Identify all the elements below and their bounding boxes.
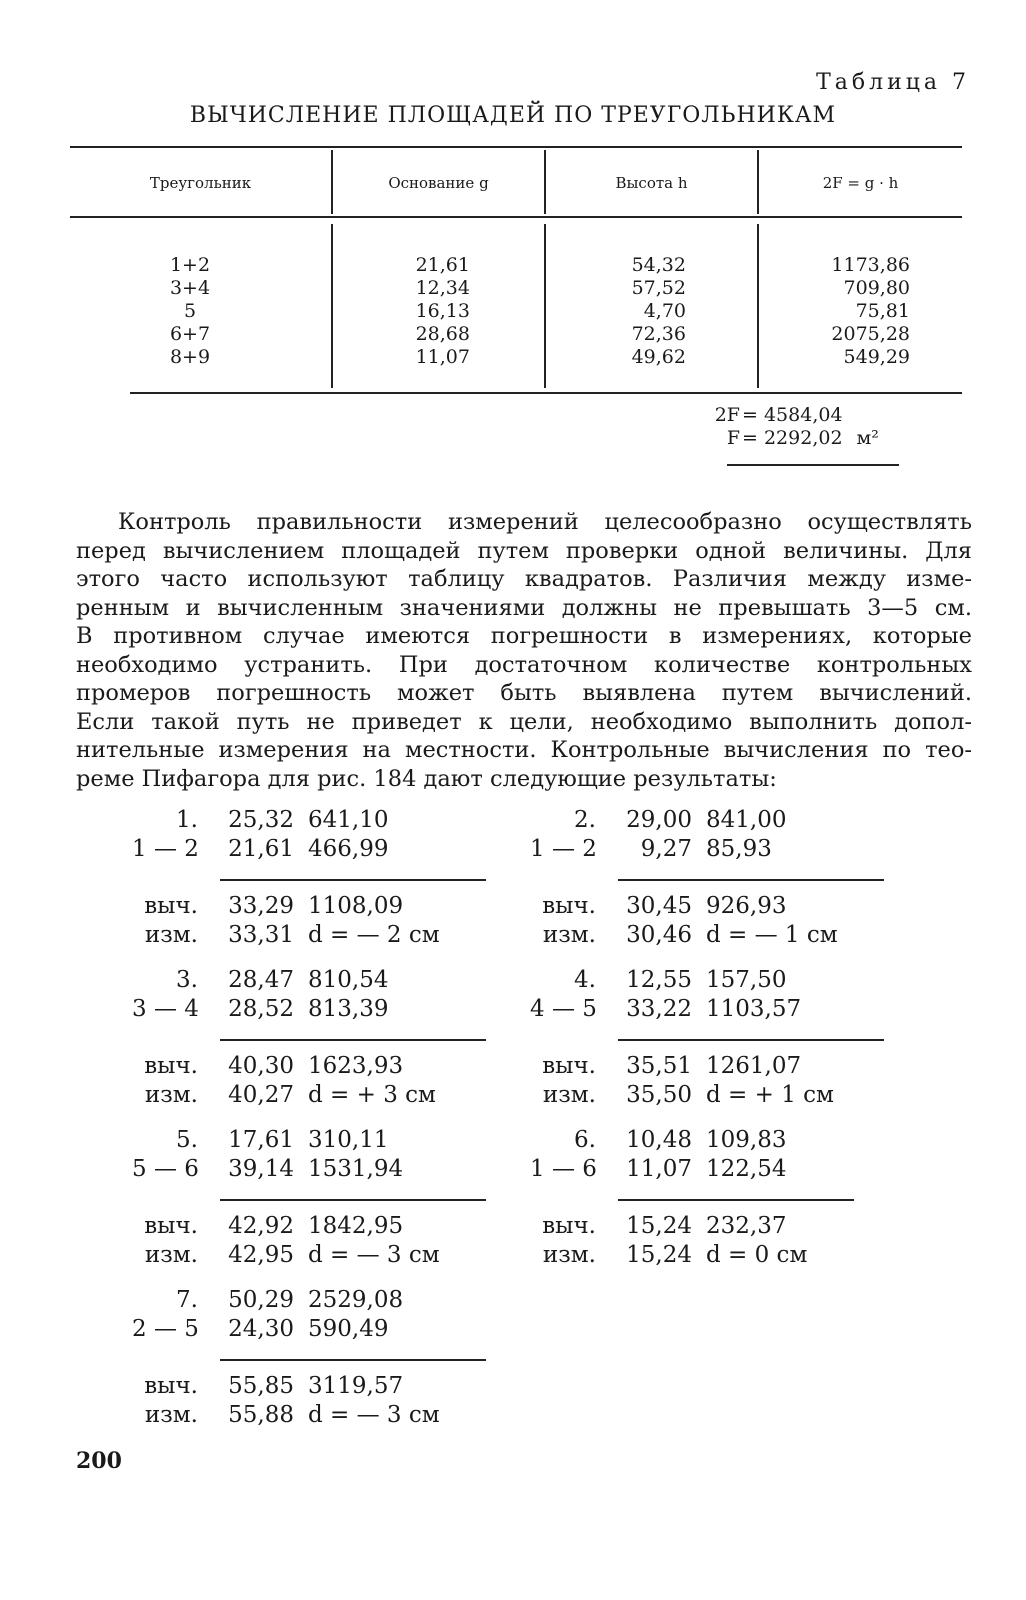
calc-label: выч. [542,1213,596,1239]
calc-rule [618,1039,884,1041]
calc-row [530,1126,910,1155]
calc-difference: d = — 1 см [706,922,838,948]
calc-row [530,1212,910,1241]
table-cell: 57,52 [631,277,686,299]
table-totals [640,404,879,450]
calc-label: изм. [542,1082,596,1108]
calc-row [132,921,492,950]
calc-row [132,1052,492,1081]
table-cell: 3+4 [169,277,211,299]
calc-square: 1623,93 [308,1053,404,1079]
calc-square: 157,50 [706,967,787,993]
calc-square: 1531,94 [308,1156,404,1182]
calc-row [530,806,910,835]
calc-block-3 [132,966,492,1110]
table-cell: 1173,86 [831,254,910,276]
calc-row [132,835,492,864]
paragraph-line: В противном случае имеются погрешности в измерениях, которые [76,623,972,649]
paragraph-line: нительные измерения на местности. Контрольные вычисления по тео- [76,737,972,763]
calc-value: 55,88 [228,1402,294,1428]
calc-label: 4. [574,967,596,993]
total-label: F [726,427,740,449]
calc-row [132,1212,492,1241]
column-divider [544,224,546,388]
totals-underline [727,464,899,466]
calc-label: 1 — 2 [530,836,597,862]
calc-square: 122,54 [706,1156,787,1182]
table-cell: 8+9 [169,346,211,368]
calc-label: 5 — 6 [132,1156,199,1182]
calc-value: 28,52 [228,996,294,1022]
calc-label: изм. [144,1242,198,1268]
calc-value: 42,92 [228,1213,294,1239]
calc-square: 466,99 [308,836,389,862]
calc-label: 7. [176,1287,198,1313]
calc-square: 1108,09 [308,893,404,919]
calc-value: 12,55 [626,967,692,993]
column-triangle [130,254,250,369]
calc-row [132,1372,492,1401]
calc-difference: d = — 2 см [308,922,440,948]
calc-label: выч. [144,1373,198,1399]
calc-value: 15,24 [626,1242,692,1268]
table-cell: 28,68 [415,323,470,345]
calc-label: изм. [144,922,198,948]
calc-row [132,1286,492,1315]
calc-value: 33,31 [228,922,294,948]
calc-rule [220,879,486,881]
table-cell: 21,61 [415,254,470,276]
calc-value: 35,51 [626,1053,692,1079]
calc-block-7 [132,1286,492,1430]
calc-value: 40,30 [228,1053,294,1079]
paragraph-line: промеров погрешность может быть выявлена путем вычислений. [76,680,972,706]
table-number: Таблица 7 [816,70,970,95]
calc-difference: d = — 3 см [308,1242,440,1268]
calc-row [132,1241,492,1270]
calc-row [132,892,492,921]
total-label: 2F [714,404,740,426]
table-cell: 709,80 [843,277,910,299]
calc-row [530,1052,910,1081]
calc-row [132,1315,492,1344]
calc-label: 1. [176,807,198,833]
table-cell: 11,07 [415,346,470,368]
calc-label: изм. [144,1082,198,1108]
paragraph-line: Если такой путь не приведет к цели, необходимо выполнить допол- [76,708,972,735]
calc-value: 24,30 [228,1316,294,1342]
total-double-area [640,404,879,427]
calc-square: 3119,57 [308,1373,404,1399]
table-cell: 549,29 [843,346,910,368]
table-cell: 2075,28 [831,323,910,345]
calc-square: 85,93 [706,836,772,862]
calc-difference: d = + 1 см [706,1082,834,1108]
calc-rule [220,1199,486,1201]
table-cell: 5 [183,300,197,322]
paragraph-line: ренным и вычисленным значениями должны не превышать 3—5 см. [76,594,972,621]
calc-value: 33,22 [626,996,692,1022]
calc-value: 28,47 [228,967,294,993]
calc-value: 11,07 [626,1156,692,1182]
calc-label: 5. [176,1127,198,1153]
table-cell: 54,32 [631,254,686,276]
header-height: Высота h [615,174,688,192]
calc-block-6 [530,1126,910,1270]
calc-rule [618,879,884,881]
calc-label: 6. [574,1127,596,1153]
calc-value: 21,61 [228,836,294,862]
calc-row [530,835,910,864]
calc-value: 33,29 [228,893,294,919]
calc-square: 310,11 [308,1127,389,1153]
paragraph-line: Контроль правильности измерений целесообразно осуществлять [118,509,972,535]
calc-block-2 [530,806,910,950]
column-double-area [790,254,910,369]
header-double-area: 2F = g · h [822,174,899,192]
calc-label: выч. [144,1053,198,1079]
calc-value: 9,27 [640,836,692,862]
calc-label: выч. [542,1053,596,1079]
calc-row [530,1155,910,1184]
calc-label: 3. [176,967,198,993]
calc-rule [220,1359,486,1361]
body-paragraph [76,508,972,793]
calc-row [132,966,492,995]
calc-row [132,1155,492,1184]
total-area [640,427,879,450]
table-cell: 75,81 [855,300,910,322]
calc-block-5 [132,1126,492,1270]
column-height [596,254,686,369]
calc-block-1 [132,806,492,950]
calc-label: выч. [542,893,596,919]
calc-square: 813,39 [308,996,389,1022]
calc-square: 926,93 [706,893,787,919]
calc-rule [618,1199,854,1201]
column-divider [757,224,759,388]
calc-row [530,1081,910,1110]
calc-block-4 [530,966,910,1110]
calc-label: 1 — 2 [132,836,199,862]
calc-square: 232,37 [706,1213,787,1239]
calc-row [530,966,910,995]
calc-square: 109,83 [706,1127,787,1153]
calc-row [132,1401,492,1430]
total-value: = 4584,04 [742,404,843,426]
paragraph-line: перед вычислением площадей путем проверки одной величины. Для [76,537,972,564]
table-cell: 4,70 [643,300,686,322]
calc-label: выч. [144,1213,198,1239]
calc-row [132,995,492,1024]
paragraph-line: реме Пифагора для рис. 184 дают следующие результаты: [76,765,777,792]
header-triangle: Треугольник [149,174,252,192]
calc-label: 4 — 5 [530,996,597,1022]
calc-label: 1 — 6 [530,1156,597,1182]
calc-square: 1842,95 [308,1213,404,1239]
calc-value: 30,45 [626,893,692,919]
total-unit: м² [856,427,879,449]
table-header-rule [70,216,962,218]
calc-square: 590,49 [308,1316,389,1342]
paragraph-line: необходимо устранить. При достаточном количестве контрольных [76,651,972,678]
table-title: ВЫЧИСЛЕНИЕ ПЛОЩАДЕЙ ПО ТРЕУГОЛЬНИКАМ [189,103,837,128]
calc-label: 2. [574,807,596,833]
calc-row [132,806,492,835]
table-top-rule [70,146,962,148]
calc-label: изм. [144,1402,198,1428]
paragraph-line: этого часто используют таблицу квадратов. Различия между изме- [76,566,972,592]
calc-value: 40,27 [228,1082,294,1108]
calc-value: 50,29 [228,1287,294,1313]
column-base [380,254,470,369]
table-cell: 12,34 [415,277,470,299]
calc-label: 3 — 4 [132,996,199,1022]
calc-value: 29,00 [626,807,692,833]
calc-value: 15,24 [626,1213,692,1239]
calc-row [530,995,910,1024]
table-cell: 6+7 [169,323,211,345]
calc-value: 25,32 [228,807,294,833]
table-cell: 72,36 [631,323,686,345]
calc-square: 841,00 [706,807,787,833]
calc-value: 55,85 [228,1373,294,1399]
table-cell: 1+2 [169,254,211,276]
header-base: Основание g [388,174,489,192]
calc-row [132,1081,492,1110]
calc-row [530,921,910,950]
calc-square: 641,10 [308,807,389,833]
calc-square: 1103,57 [706,996,802,1022]
calc-difference: d = 0 см [706,1242,808,1268]
calc-label: изм. [542,922,596,948]
calc-value: 42,95 [228,1242,294,1268]
page-number: 200 [76,1448,122,1474]
calc-row [132,1126,492,1155]
calc-label: 2 — 5 [132,1316,199,1342]
calc-value: 35,50 [626,1082,692,1108]
calc-row [530,892,910,921]
calc-label: выч. [144,893,198,919]
calc-label: изм. [542,1242,596,1268]
calc-rule [220,1039,486,1041]
calc-value: 17,61 [228,1127,294,1153]
calc-difference: d = + 3 см [308,1082,436,1108]
table-cell: 16,13 [415,300,470,322]
calc-row [530,1241,910,1270]
total-value: = 2292,02 [742,427,843,449]
column-divider [331,224,333,388]
table-cell: 49,62 [631,346,686,368]
table-bottom-rule [130,392,962,394]
calc-value: 30,46 [626,922,692,948]
calc-value: 10,48 [626,1127,692,1153]
calc-square: 1261,07 [706,1053,802,1079]
calc-square: 2529,08 [308,1287,404,1313]
calc-square: 810,54 [308,967,389,993]
calc-value: 39,14 [228,1156,294,1182]
calc-difference: d = — 3 см [308,1402,440,1428]
